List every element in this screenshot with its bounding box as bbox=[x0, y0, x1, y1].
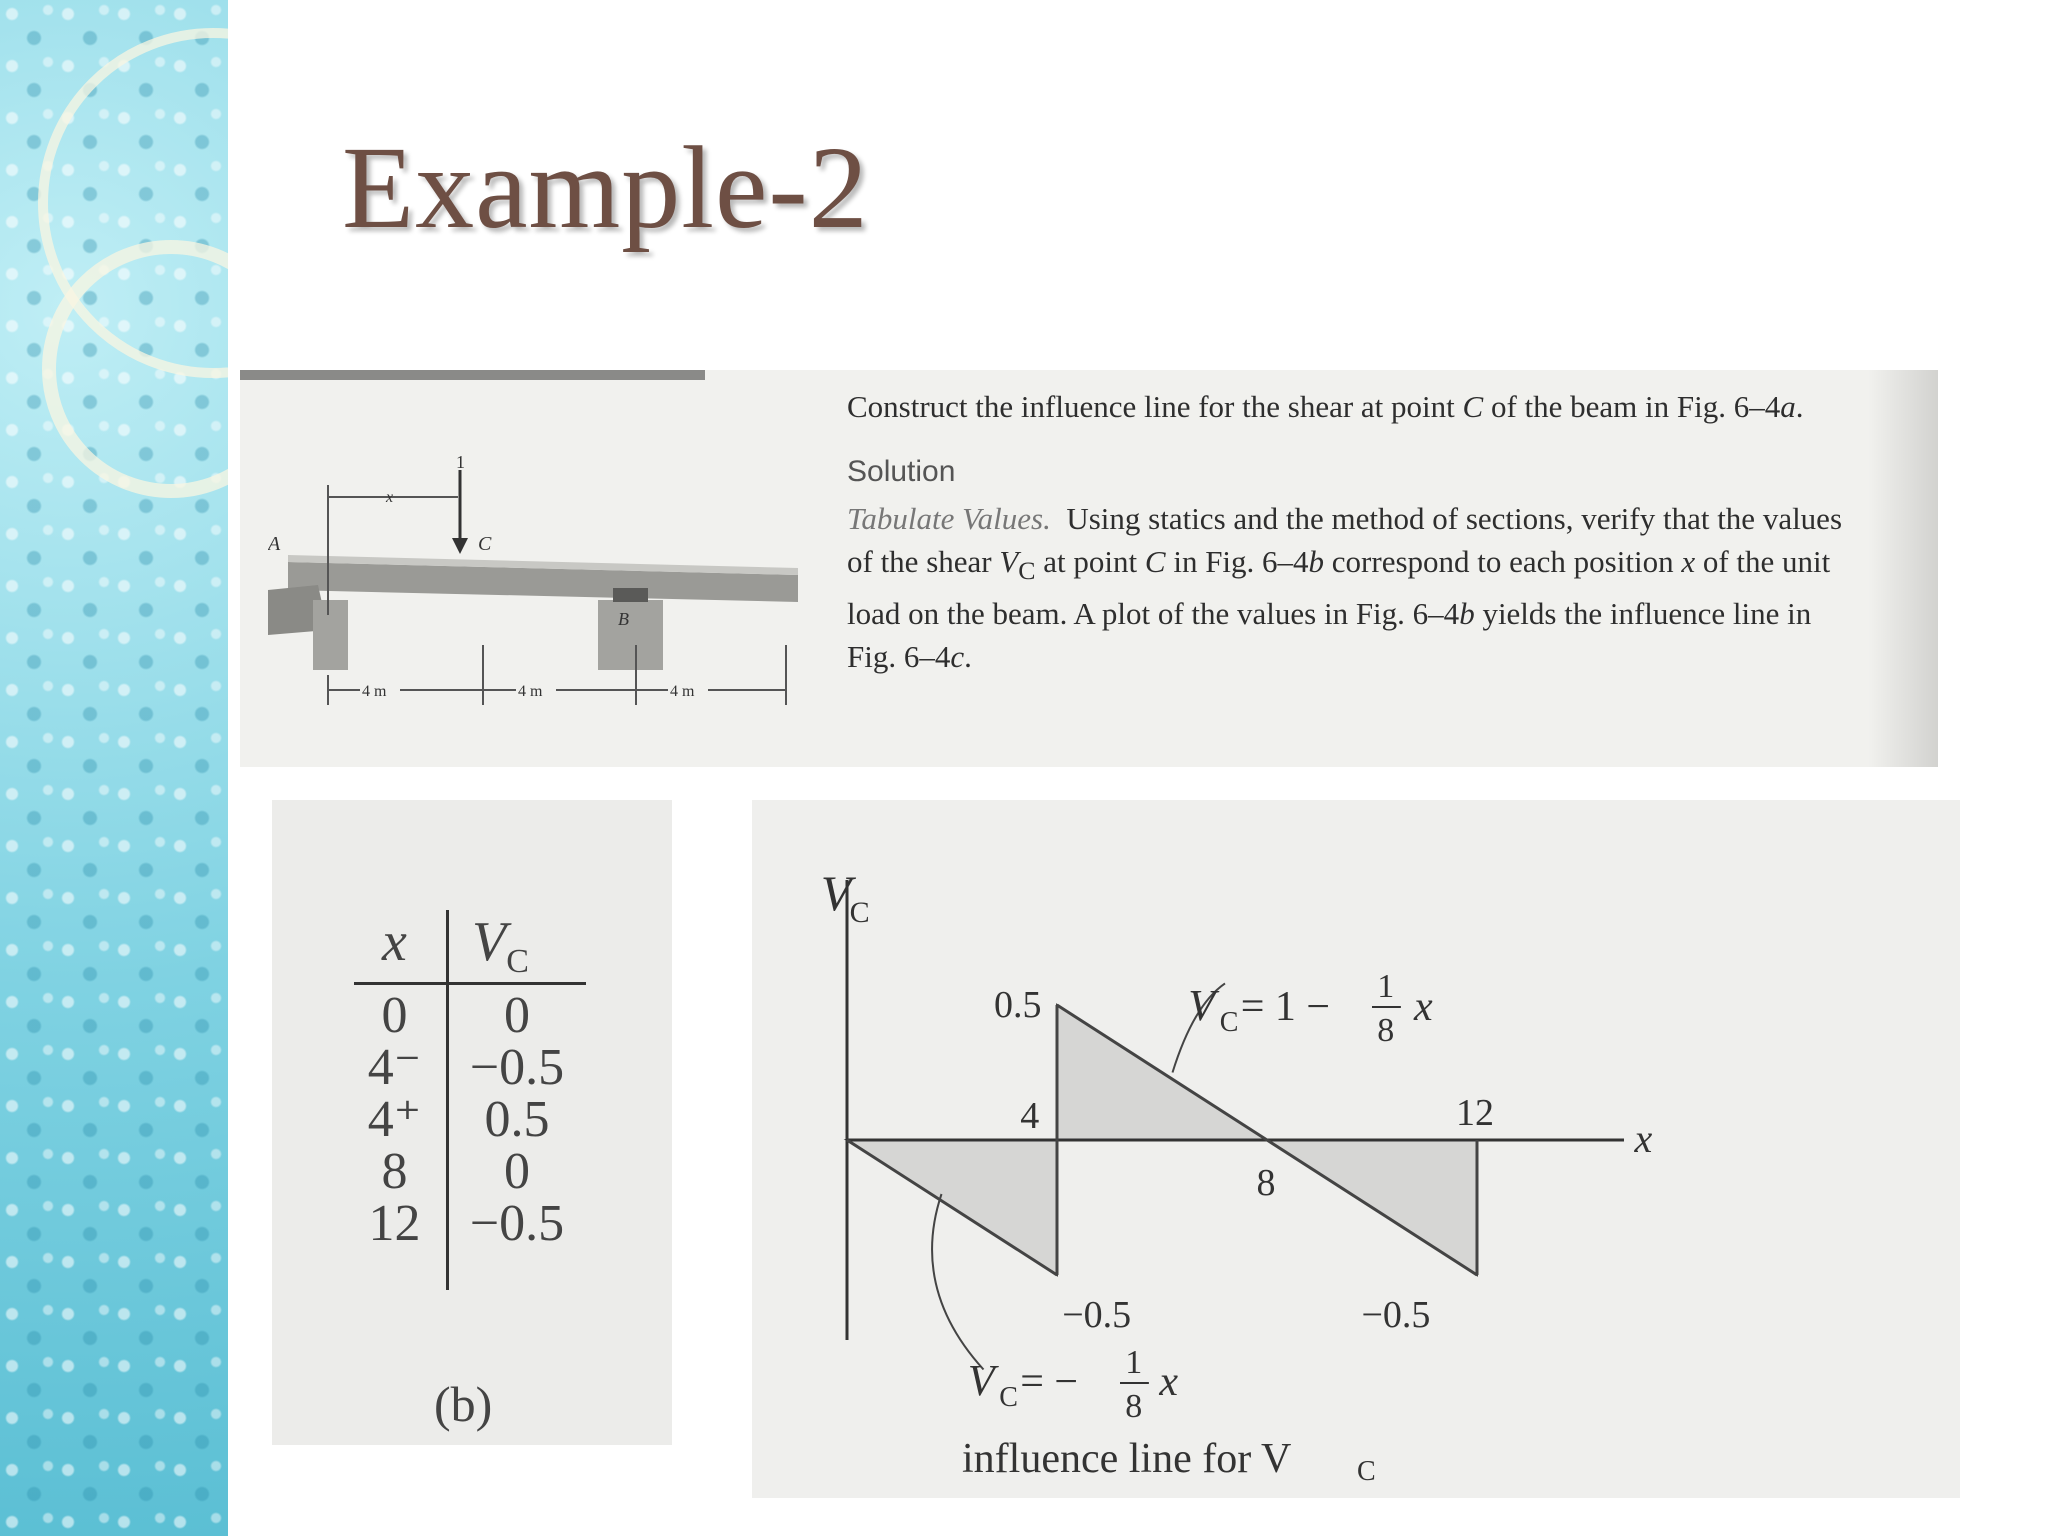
eq-right-v: V bbox=[1188, 981, 1216, 1030]
tick-label-y-neg-1: −0.5 bbox=[1062, 1294, 1132, 1336]
slide-title: Example-2 bbox=[342, 122, 869, 253]
table-row: 0 0 bbox=[381, 987, 530, 1044]
eq-right-sub: C bbox=[1219, 1007, 1239, 1038]
tick-label-y-neg-2: −0.5 bbox=[1361, 1294, 1431, 1336]
chart-caption-sub: C bbox=[1357, 1456, 1376, 1487]
table-caption: (b) bbox=[434, 1376, 493, 1432]
decorative-water-sidebar bbox=[0, 0, 228, 1536]
eq-right-num: 1 bbox=[1377, 968, 1395, 1005]
point-b-label: B bbox=[618, 609, 629, 629]
load-label: 1 bbox=[456, 452, 465, 472]
support-b bbox=[598, 600, 663, 670]
header-vc: $V_C$ bbox=[472, 911, 529, 981]
table-row: 4⁺ 0.5 bbox=[367, 1091, 550, 1148]
y-axis-label-sub: C bbox=[849, 896, 870, 929]
scan-edge-bar bbox=[240, 370, 705, 380]
solution-heading: Solution bbox=[847, 455, 956, 488]
eq-left-v: V bbox=[967, 1356, 995, 1405]
header-x: x bbox=[382, 911, 407, 973]
eq-left-x: x bbox=[1159, 1359, 1179, 1405]
tick-label-x-4: 4 bbox=[1020, 1095, 1040, 1137]
dim-label-3: 4 m bbox=[670, 683, 695, 700]
eq-right-rest: = 1 − bbox=[1240, 984, 1331, 1030]
y-axis-label: V bbox=[820, 865, 852, 921]
support-a-base bbox=[313, 600, 348, 670]
influence-line-panel bbox=[752, 800, 1960, 1498]
table-row: 8 0 bbox=[381, 1143, 530, 1200]
influence-line-chart bbox=[752, 800, 1960, 1498]
tick-label-x-12: 12 bbox=[1456, 1092, 1494, 1134]
table-header bbox=[352, 910, 582, 990]
eq-left-sub: C bbox=[999, 1382, 1018, 1413]
dim-label-2: 4 m bbox=[518, 683, 543, 700]
x-dim-label: x bbox=[386, 489, 394, 506]
chart-caption: influence line for V bbox=[962, 1436, 1292, 1482]
dim-label-1: 4 m bbox=[362, 683, 387, 700]
problem-statement: Construct the influence line for the shear at point C of the beam in Fig. 6–4a. bbox=[847, 389, 1804, 424]
problem-text bbox=[847, 385, 1862, 678]
value-table bbox=[352, 910, 582, 1250]
tick-label-x-8: 8 bbox=[1256, 1162, 1276, 1204]
load-arrowhead bbox=[452, 538, 468, 554]
eq-left-num: 1 bbox=[1125, 1344, 1143, 1381]
tick-label-y-pos: 0.5 bbox=[994, 984, 1042, 1026]
eq-left-den: 8 bbox=[1125, 1388, 1143, 1425]
value-table-panel bbox=[272, 800, 672, 1445]
point-a-label: A bbox=[268, 533, 281, 555]
solution-body: Tabulate Values. Using statics and the method of sections, verify that the values of the shear $V_C$ at point C in Fig. 6–4b correspond to each position x of the unit load on the beam. A plot of the values in Fig. 6–4b yields the influence line in Fig. 6–4c. bbox=[847, 501, 1843, 675]
support-b-pin bbox=[613, 588, 648, 602]
eq-left-rest: = − bbox=[1020, 1359, 1079, 1405]
table-row: 4⁻ −0.5 bbox=[367, 1039, 565, 1096]
eq-right-x: x bbox=[1414, 984, 1433, 1030]
table-row: 12 −0.5 bbox=[368, 1195, 565, 1252]
problem-panel bbox=[240, 370, 1938, 767]
point-c-label: C bbox=[478, 533, 492, 555]
eq-right-den: 8 bbox=[1377, 1012, 1395, 1049]
x-axis-label: x bbox=[1634, 1116, 1653, 1161]
scan-shadow bbox=[1868, 370, 1938, 767]
beam-figure bbox=[268, 450, 808, 750]
